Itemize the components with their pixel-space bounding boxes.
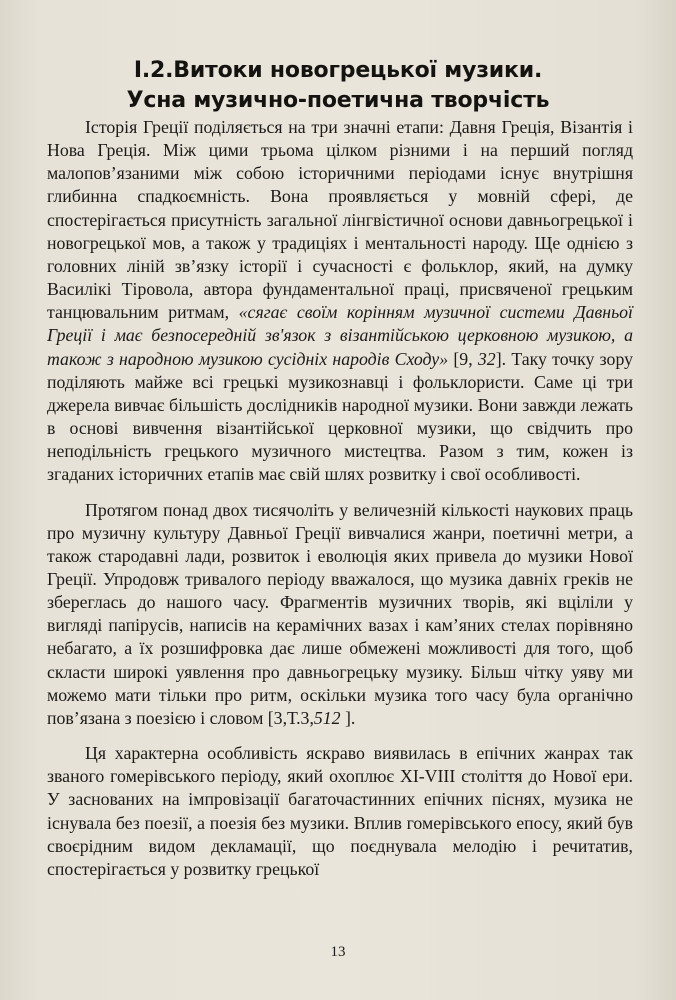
heading-line-1: І.2.Витоки новогрецької музики. [133,58,543,83]
body-text [47,116,633,881]
heading-line-2: Усна музично-поетична творчість [126,88,550,113]
citation-page: 32 [477,348,496,369]
citation-close: ]. [340,707,356,728]
paragraph-1 [47,116,633,487]
citation-page: 512 [313,707,341,728]
paragraph-3: Ця характерна особливість яскраво виявилась в епічних жанрах так званого гомерівського періоду, який охоплює XI-VIII століття до Нової ери. У заснованих на імпровізації багаточастинних епічних піснях, музика не існувала без поезії, а поезія без музики. Вплив гомерівського епосу, який був своєрідним видом декламації, що поєднувала мелодію і речитатив, спостерігається у розвитку грецької [47,743,633,879]
paragraph-1-continuation: ]. Таку точку зору поділяють майже всі грецькі музикознавці і фольклористи. Саме ці три джерела вивчає більшість дослідників народної музики. Вони завжди лежать в основі вивчення візантійської церковної музики, що свідчить про неподільність грецького музичного мистецтва. Разом з тим, кожен із згаданих історичних етапів має свій шлях розвитку і свої особливості. [47,348,633,485]
paragraph-2 [47,499,633,731]
page-number: 13 [330,944,346,960]
citation-open: [9, [448,348,478,369]
section-heading [0,56,676,116]
paragraph-2-text: Протягом понад двох тисячоліть у величезній кількості наукових праць про музичну культуру Давньої Греції вивчалися жанри, поетичні метри, а також стародавні лади, розвиток і еволюція яких привела до музики Нової Греції. Упродовж тривалого періоду вважалося, що музика давніх греків не збереглась до нашого часу. Фрагментів музичних творів, які вціліли у вигляді папірусів, написів на керамічних вазах і кам’яних стелах порівняно небагато, а їх розшифровка дає лише обмежені можливості для того, щоб скласти широкі уявлення про давньогрецьку музику. Більш чітку уяву ми можемо мати тільки про ритм, оскільки музика того часу була органічно пов’язана з поезією і словом [3,Т.3, [47,499,633,728]
paragraph-1-text: Історія Греції поділяється на три значні етапи: Давня Греція, Візантія і Нова Греція. Між цими трьома цілком різними і на перший погляд малопов’язаними між собою історичними періодами існує внутрішня глибинна спадкоємність. Вона проявляється у мовній сфері, де спостерігається присутність загальної лінгвістичної основи давньогрецької і новогрецької мов, а також у традиціях і ментальності народу. Ще однією з головних ліній зв’язку історії і сучасності є фольклор, який, на думку Василікі Тіровола, автора фундаментальної праці, присвяченої грецьким танцювальним ритмам, [47,117,633,323]
italic-quote: «сягає своїм корінням музичної системи Давньої Греції і має безпосередній зв'язок з візантійською церковною музикою, а також з народною музикою сусідніх народів Сходу» [47,302,633,369]
